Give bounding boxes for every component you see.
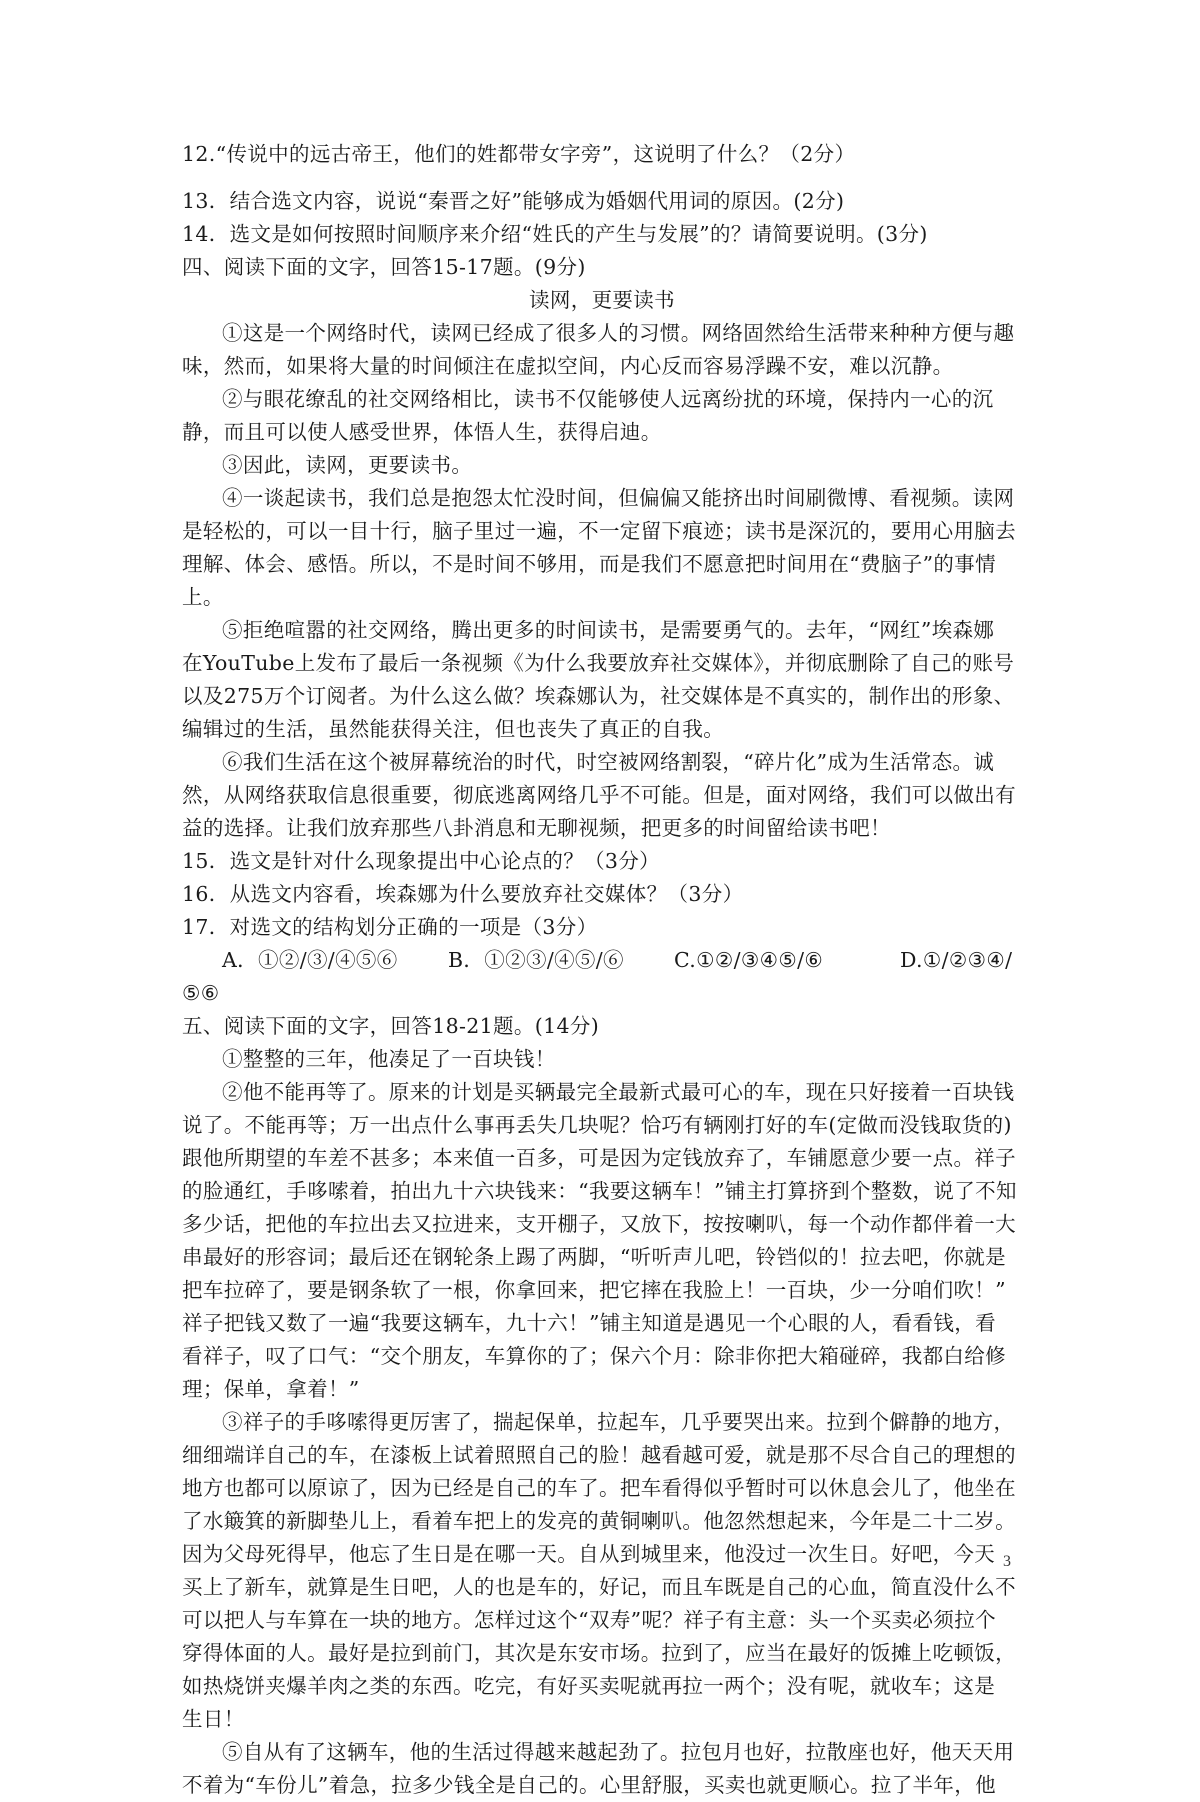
question-15: 15．选文是针对什么现象提出中心论点的？（3分） [182, 849, 661, 873]
document-page [182, 138, 1022, 1802]
option-b: B．①②③/④⑤/⑥ [448, 948, 624, 972]
paragraph-1-line: 味，然而，如果将大量的时间倾注在虚拟空间，内心反而容易浮躁不安，难以沉静。 [182, 354, 954, 378]
paragraph-2-line: 静，而且可以使人感受世界，体悟人生，获得启迪。 [182, 420, 662, 444]
story-paragraph-3-line: 因为父母死得早，他忘了生日是在哪一天。自从到城里来，他没过一次生日。好吧，今天 [182, 1542, 996, 1566]
story-paragraph-3-line: 了水簸箕的新脚垫儿上，看着车把上的发亮的黄铜喇叭。他忽然想起来，今年是二十二岁。 [182, 1509, 1016, 1533]
paragraph-1-line: ①这是一个网络时代，读网已经成了很多人的习惯。网络固然给生活带来种种方便与趣 [222, 321, 1015, 345]
section-5-header: 五、阅读下面的文字，回答18-21题。(14分) [182, 1014, 600, 1038]
paragraph-5-line: ⑤拒绝喧嚣的社交网络，腾出更多的时间读书，是需要勇气的。去年，“网红”埃森娜 [222, 618, 995, 642]
story-paragraph-5-line: 不着为“车份儿”着急，拉多少钱全是自己的。心里舒服，买卖也就更顺心。拉了半年，他 [182, 1773, 996, 1797]
story-paragraph-2-line: 祥子把钱又数了一遍“我要这辆车，九十六！”铺主知道是遇见一个心眼的人，看看钱，看 [182, 1311, 996, 1335]
paragraph-4-line: ④一谈起读书，我们总是抱怨太忙没时间，但偏偏又能挤出时间刷微博、看视频。读网 [222, 486, 1015, 510]
question-17: 17．对选文的结构划分正确的一项是（3分） [182, 915, 598, 939]
story-paragraph-3-line: 生日！ [182, 1707, 245, 1731]
paragraph-2-line: ②与眼花缭乱的社交网络相比，读书不仅能够使人远离纷扰的环境，保持内一心的沉 [222, 387, 994, 411]
paragraph-4-line: 理解、体会、感悟。所以，不是时间不够用，而是我们不愿意把时间用在“费脑子”的事情 [182, 552, 996, 576]
option-a: A．①②/③/④⑤⑥ [222, 948, 398, 972]
paragraph-4-line: 上。 [182, 585, 224, 609]
section-4-header: 四、阅读下面的文字，回答15-17题。(9分) [182, 255, 586, 279]
paragraph-6-line: 然，从网络获取信息很重要，彻底逃离网络几乎不可能。但是，面对网络，我们可以做出有 [182, 783, 1016, 807]
story-paragraph-2-line: ②他不能再等了。原来的计划是买辆最完全最新式最可心的车，现在只好接着一百块钱 [222, 1080, 1015, 1104]
page-number: 3 [1003, 1553, 1011, 1570]
question-12: 12.“传说中的远古帝王，他们的姓都带女字旁”，这说明了什么？（2分） [182, 142, 856, 166]
paragraph-6-line: ⑥我们生活在这个被屏幕统治的时代，时空被网络割裂，“碎片化”成为生活常态。诚 [222, 750, 995, 774]
paragraph-6-line: 益的选择。让我们放弃那些八卦消息和无聊视频，把更多的时间留给读书吧！ [182, 816, 891, 840]
story-paragraph-2-line: 理；保单，拿着！” [182, 1377, 360, 1401]
spacer [182, 171, 1022, 185]
story-paragraph-2-line: 串最好的形容词；最后还在钢轮条上踢了两脚，“听听声儿吧，铃铛似的！拉去吧，你就是 [182, 1245, 1006, 1269]
story-paragraph-3-line: 地方也都可以原谅了，因为已经是自己的车了。把车看得似乎暂时可以休息会儿了，他坐在 [182, 1476, 1016, 1500]
story-paragraph-2-line: 看祥子，叹了口气：“交个朋友，车算你的了；保六个月：除非你把大箱碰碎，我都白给修 [182, 1344, 1006, 1368]
option-d: D.①/②③④/ [900, 948, 1013, 972]
story-paragraph-3-line: 细细端详自己的车，在漆板上试着照照自己的脸！越看越可爱，就是那不尽合自己的理想的 [182, 1443, 1016, 1467]
paragraph-4-line: 是轻松的，可以一目十行，脑子里过一遍，不一定留下痕迹；读书是深沉的，要用心用脑去 [182, 519, 1016, 543]
story-paragraph-3-line: 可以把人与车算在一块的地方。怎样过这个“双寿”呢？祥子有主意：头一个买卖必须拉个 [182, 1608, 996, 1632]
story-paragraph-1: ①整整的三年，他凑足了一百块钱！ [222, 1047, 556, 1071]
paragraph-5-line: 以及275万个订阅者。为什么这么做？埃森娜认为，社交媒体是不真实的，制作出的形象、 [182, 684, 1015, 708]
story-paragraph-2-line: 跟他所期望的车差不甚多；本来值一百多，可是因为定钱放弃了，车铺愿意少要一点。祥子 [182, 1146, 1016, 1170]
story-paragraph-3-line: ③祥子的手哆嗦得更厉害了，揣起保单，拉起车，几乎要哭出来。拉到个僻静的地方， [222, 1410, 1015, 1434]
question-16: 16．从选文内容看，埃森娜为什么要放弃社交媒体？（3分） [182, 882, 744, 906]
question-14: 14．选文是如何按照时间顺序来介绍“姓氏的产生与发展”的？请简要说明。(3分) [182, 222, 928, 246]
question-17-options [182, 944, 1022, 977]
story-paragraph-2-line: 把车拉碎了，要是钢条软了一根，你拿回来，把它摔在我脸上！一百块，少一分咱们吹！” [182, 1278, 1006, 1302]
story-paragraph-2-line: 的脸通红，手哆嗦着，拍出九十六块钱来：“我要这辆车！”铺主打算挤到个整数，说了不知 [182, 1179, 1017, 1203]
paragraph-3-line: ③因此，读网，更要读书。 [222, 453, 473, 477]
paragraph-5-line: 编辑过的生活，虽然能获得关注，但也丧失了真正的自我。 [182, 717, 725, 741]
paragraph-5-line: 在YouTube上发布了最后一条视频《为什么我要放弃社交媒体》，并彻底删除了自己的账号 [182, 651, 1015, 675]
question-13: 13．结合选文内容，说说“秦晋之好”能够成为婚姻代用词的原因。(2分) [182, 189, 845, 213]
story-paragraph-3-line: 买上了新车，就算是生日吧，人的也是车的，好记，而且车既是自己的心血，简直没什么不 [182, 1575, 1016, 1599]
passage-title: 读网，更要读书 [529, 288, 675, 312]
story-paragraph-3-line: 如热烧饼夹爆羊肉之类的东西。吃完，有好买卖呢就再拉一两个；没有呢，就收车；这是 [182, 1674, 996, 1698]
story-paragraph-2-line: 多少话，把他的车拉出去又拉进来，支开棚子，又放下，按按喇叭，每一个动作都伴着一大 [182, 1212, 1016, 1236]
story-paragraph-5-line: ⑤自从有了这辆车，他的生活过得越来越起劲了。拉包月也好，拉散座也好，他天天用 [222, 1740, 1015, 1764]
option-c: C.①②/③④⑤/⑥ [674, 948, 824, 972]
story-paragraph-2-line: 说了。不能再等；万一出点什么事再丢失几块呢？恰巧有辆刚打好的车(定做而没钱取货的) [182, 1113, 1012, 1137]
story-paragraph-3-line: 穿得体面的人。最好是拉到前门，其次是东安市场。拉到了，应当在最好的饭摊上吃顿饭， [182, 1641, 1016, 1665]
option-d-continuation: ⑤⑥ [182, 981, 220, 1005]
